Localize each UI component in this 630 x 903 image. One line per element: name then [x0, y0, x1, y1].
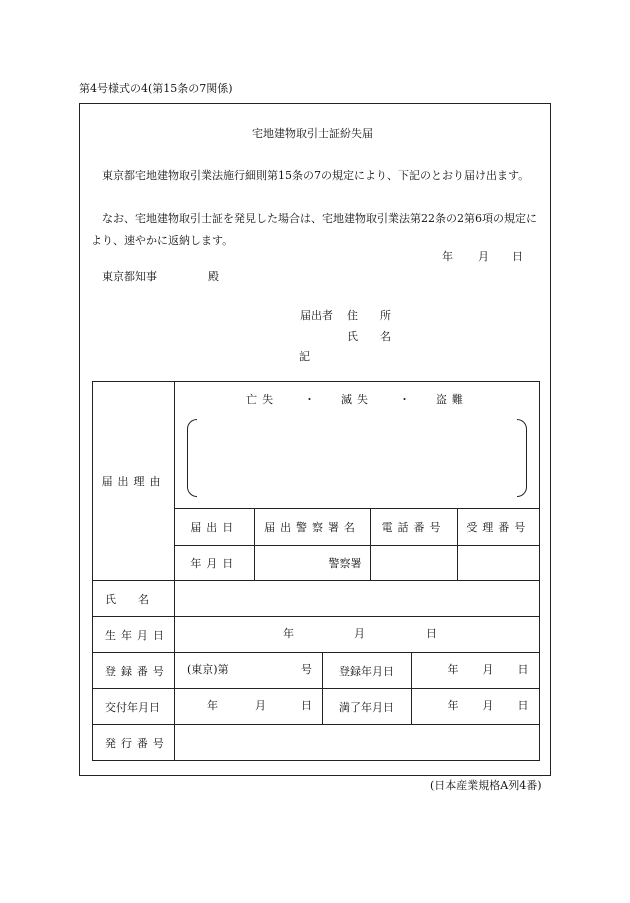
- name-value: [175, 581, 540, 617]
- paper-size-note: (日本産業規格A列4番): [430, 779, 542, 792]
- date-day: 日: [512, 250, 523, 263]
- paragraph-2-text: なお、宅地建物取引士証を発見した場合は、宅地建物取引業法第22条の2第6項の規定により、速やかに返納します。: [91, 212, 537, 247]
- header-phone: 電話番号: [381, 520, 446, 534]
- reg-date-day: 日: [517, 663, 529, 676]
- name-label: 氏 名: [105, 592, 149, 606]
- expire-date-value: [411, 689, 539, 724]
- ki-label: 記: [299, 350, 310, 363]
- reg-label-cell: [93, 653, 175, 689]
- issue-day: 日: [301, 699, 312, 712]
- issue-date-value: [175, 689, 322, 724]
- birth-value: [175, 617, 540, 653]
- option-destroyed: 滅失: [341, 393, 373, 406]
- birth-month: 月: [354, 626, 365, 640]
- option-separator: ・: [304, 393, 316, 406]
- option-loss: 亡失: [246, 393, 279, 406]
- reg-date-value: [411, 653, 539, 688]
- reason-label: 届出理由: [101, 475, 166, 488]
- police-station-value: 警察署: [328, 556, 362, 570]
- reg-suffix: 号: [301, 663, 312, 676]
- paragraph-2: [91, 208, 546, 252]
- birth-label: 生年月日: [105, 628, 169, 642]
- expire-label: 満了年月日: [339, 700, 394, 714]
- receipt-no-value: [457, 545, 539, 580]
- reg-row: [175, 653, 539, 688]
- paragraph-1-text: 東京都宅地建物取引業法施行細則第15条の7の規定により、下記のとおり届け出ます。: [102, 169, 530, 182]
- reason-label-cell: [93, 382, 175, 581]
- header-report-date: 届出日: [190, 520, 239, 534]
- birth-label-cell: [93, 617, 175, 653]
- paragraph-1: [91, 165, 546, 187]
- reg-number-cell: [175, 653, 322, 688]
- birth-year: 年: [283, 626, 294, 640]
- issue-row: [175, 689, 539, 724]
- police-subtable: [175, 509, 539, 580]
- phone-value: [370, 545, 457, 580]
- reg-prefix: (東京)第: [187, 663, 229, 676]
- form-number: 第4号様式の4(第15条の7関係): [79, 82, 233, 95]
- birth-day: 日: [426, 626, 437, 640]
- option-theft: 盗難: [435, 393, 468, 406]
- header-receipt-no: 受理番号: [466, 520, 531, 534]
- reason-options-area: [175, 382, 539, 509]
- report-date-value: 年月日: [190, 556, 239, 570]
- issue-month: 月: [255, 699, 266, 712]
- expire-month: 月: [482, 699, 494, 712]
- header-police-station: 届出警察署名: [264, 520, 360, 534]
- expire-day: 日: [517, 699, 529, 712]
- reg-date-year: 年: [447, 663, 459, 676]
- applicant-label: 届出者: [300, 309, 333, 322]
- date-month: 月: [478, 250, 489, 263]
- option-separator: ・: [398, 393, 410, 406]
- form-title: 宅地建物取引士証紛失届: [252, 127, 373, 140]
- detail-table: [92, 381, 540, 761]
- applicant-name: 氏 名: [347, 330, 391, 343]
- issue-no-label-cell: [93, 725, 175, 761]
- addressee-honorific: 殿: [208, 270, 219, 283]
- left-bracket: [187, 419, 197, 497]
- addressee-name: 東京都知事: [102, 270, 157, 283]
- issue-label-cell: [93, 689, 175, 725]
- issue-year: 年: [207, 699, 218, 712]
- reg-label: 登録番号: [105, 664, 169, 678]
- reg-date-month: 月: [482, 663, 494, 676]
- reason-options: [175, 391, 539, 407]
- applicant-address: 住 所: [347, 309, 391, 322]
- reg-date-label: 登録年月日: [339, 664, 394, 678]
- name-label-cell: [93, 581, 175, 617]
- issue-no-value: [175, 725, 540, 761]
- issue-no-label: 発行番号: [105, 736, 169, 750]
- issue-label: 交付年月日: [105, 700, 160, 714]
- expire-year: 年: [447, 699, 459, 712]
- date-year: 年: [442, 250, 453, 263]
- right-bracket: [517, 419, 527, 497]
